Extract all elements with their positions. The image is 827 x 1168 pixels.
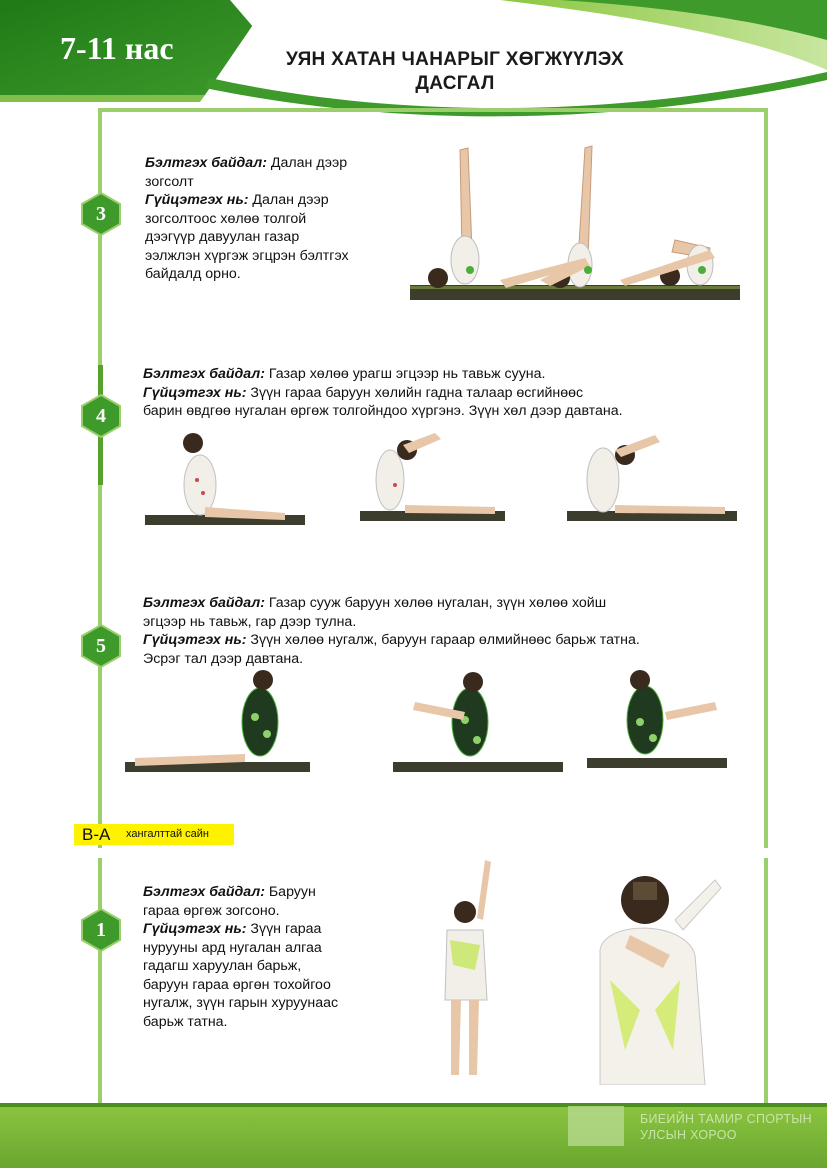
action-label: Гүйцэтгэх нь: — [143, 632, 247, 648]
org-name-line-2: УЛСЫН ХОРОО — [640, 1128, 737, 1142]
action-line: гадагш харуулан барьж, — [143, 958, 302, 974]
exercise-number: 4 — [96, 405, 106, 427]
action-text: Зүүн гараа баруун хөлийн гадна талаар өсгийнөөс — [250, 384, 584, 401]
action-line: байдалд орно. — [145, 266, 241, 282]
exercise-4-photos — [145, 425, 745, 530]
exercise-4-text — [143, 365, 743, 421]
action-line: Далан дээр — [252, 192, 329, 208]
org-name-line-1: БИЕИЙН ТАМИР СПОРТЫН — [640, 1112, 812, 1126]
action-line: баруун гараа өргөн тохойгоо — [143, 976, 331, 993]
action-label: Гүйцэтгэх нь: — [143, 921, 247, 937]
action-label: Гүйцэтгэх нь: — [143, 384, 247, 401]
frame-right-border — [764, 108, 768, 848]
start-label: Бэлтгэх байдал: — [145, 155, 267, 171]
action-line: дээгүүр давуулан газар — [145, 229, 300, 245]
start-label: Бэлтгэх байдал: — [143, 366, 265, 382]
start-label: Бэлтгэх байдал: — [143, 884, 265, 900]
title-line-1: УЯН ХАТАН ЧАНАРЫГ ХӨГЖҮҮЛЭХ — [285, 49, 625, 70]
action-text: Зүүн хөлөө нугалж, баруун гараар өлмийнөөс барьж татна. — [250, 632, 640, 648]
start-line: гараа өргөж зогсоно. — [143, 902, 280, 919]
page-title — [235, 48, 675, 96]
start-line: зогсолт — [145, 173, 194, 190]
rating-text: хангалттай сайн — [126, 828, 209, 840]
exercise-5-photos — [125, 662, 735, 780]
exercise-number: 5 — [96, 635, 106, 657]
frame-top-border — [98, 108, 768, 112]
footer-top-line — [0, 1103, 827, 1107]
action-text: барин өвдгөө нугалан өргөж толгойндоо хүргэнэ. Зүүн хөл дээр давтана. — [143, 403, 623, 419]
start-text: эгцээр нь тавьж, гар дээр тулна. — [143, 613, 357, 630]
action-line: зогсолтоос хөлөө толгой — [145, 210, 307, 227]
exercise-1-text — [143, 883, 403, 1031]
rating-badge — [74, 824, 234, 845]
start-text: Газар сууж баруун хөлөө нугалан, зүүн хөлөө хойш — [268, 595, 607, 611]
exercise-number: 1 — [96, 919, 106, 941]
action-line: нурууны ард нугалан алгаа — [143, 939, 322, 956]
exercise-3-text — [145, 154, 405, 284]
start-text: Газар хөлөө урагш эгцээр нь тавьж сууна. — [268, 366, 546, 382]
start-line: Баруун — [268, 884, 316, 900]
title-line-2: ДАСГАЛ — [415, 73, 495, 94]
exercise-3-photo — [410, 140, 740, 305]
exercise-5-text — [143, 594, 753, 668]
rating-code: B-A — [82, 825, 111, 844]
action-label: Гүйцэтгэх нь: — [145, 192, 249, 208]
start-label: Бэлтгэх байдал: — [143, 595, 265, 611]
action-text: Эсрэг тал дээр давтана. — [143, 650, 304, 667]
age-group-label: 7-11 нас — [60, 30, 174, 66]
organization-name — [640, 1111, 812, 1143]
exercise-1-photos — [425, 860, 725, 1085]
frame-left-border-lower — [98, 858, 102, 1108]
action-line: нугалж, зүүн гарын хуруунаас — [143, 995, 339, 1011]
start-line: Далан дээр — [270, 155, 348, 171]
action-line: барьж татна. — [143, 1013, 228, 1030]
exercise-number: 3 — [96, 203, 106, 225]
organization-logo — [568, 1106, 624, 1146]
action-line: Зүүн гараа — [250, 921, 322, 937]
frame-right-border-lower — [764, 858, 768, 1108]
action-line: ээлжлэн хүргэж эгцрэн бэлтгэх — [145, 247, 349, 264]
